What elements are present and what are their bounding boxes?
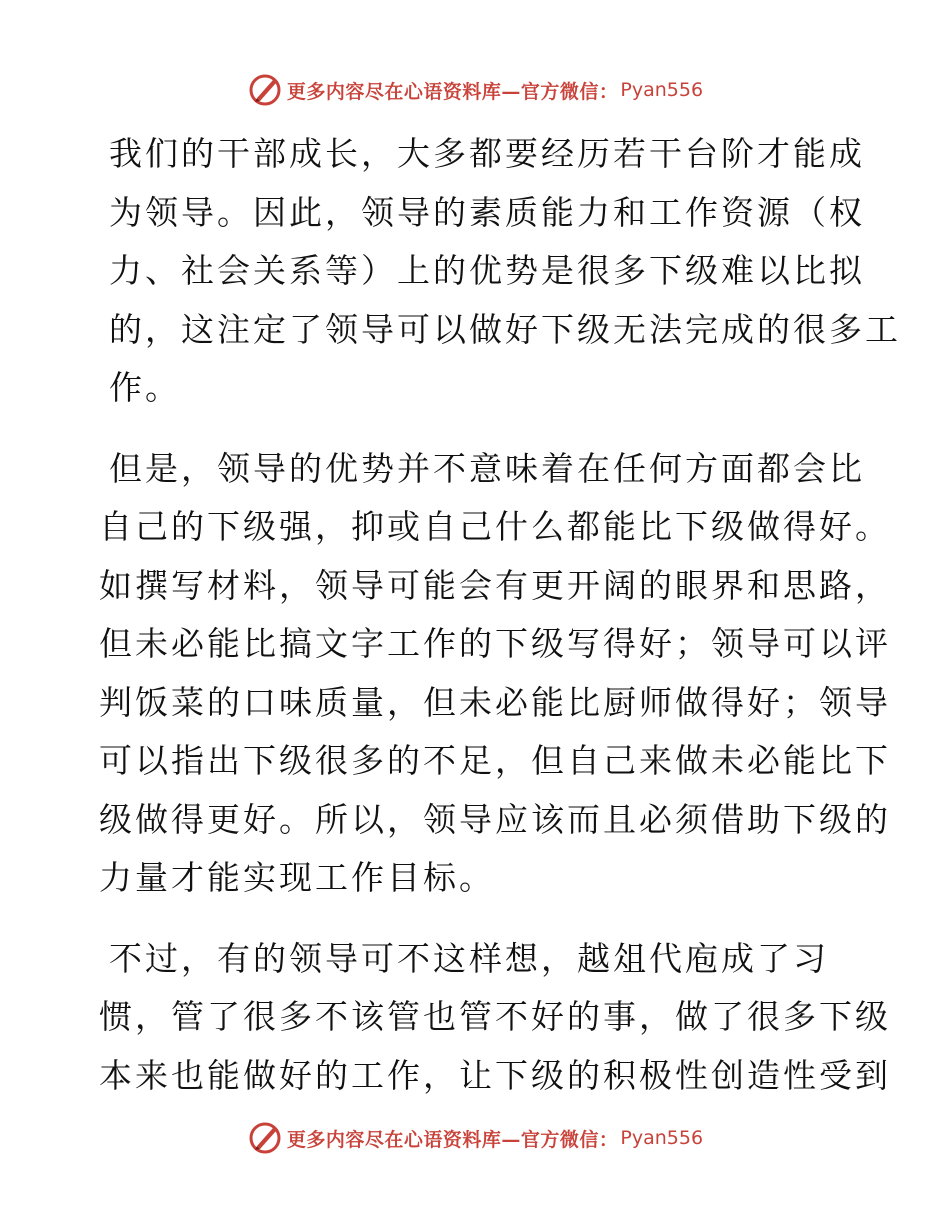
text-line: 为领导。因此，领导的素质能力和工作资源（权	[109, 192, 865, 232]
text-line: 力、社会关系等）上的优势是很多下级难以比拟	[109, 251, 865, 290]
watermark-wechat-id: Pyan556	[620, 79, 704, 101]
text-line: 我们的干部成长，大多都要经历若干台阶才能成	[109, 134, 865, 173]
pen-logo-icon	[247, 72, 283, 108]
text-line: 不过，有的领导可不这样想，越俎代庖成了习	[109, 938, 829, 978]
text-line: 但未必能比搞文字工作的下级写得好；领导可以评	[99, 624, 891, 663]
text-line: 的，这注定了领导可以做好下级无法完成的很多工	[109, 309, 901, 349]
paragraph-2	[99, 440, 891, 908]
header-watermark	[0, 70, 950, 110]
text-line: 但是，领导的优势并不意味着在任何方面都会比	[109, 448, 865, 488]
text-line: 自己的下级强，抑或自己什么都能比下级做得好。	[99, 507, 891, 546]
text-line: 力量才能实现工作目标。	[99, 858, 495, 897]
footer-watermark	[0, 1118, 950, 1158]
text-line: 可以指出下级很多的不足，但自己来做未必能比下	[99, 741, 891, 780]
text-line: 级做得更好。所以，领导应该而且必须借助下级的	[99, 799, 891, 839]
watermark-brand: 更多内容尽在心语资料库—官方微信：	[286, 80, 619, 103]
text-line: 判饭菜的口味质量，但未必能比厨师做得好；领导	[99, 682, 891, 722]
paragraph-3	[99, 930, 891, 1106]
text-line: 本来也能做好的工作，让下级的积极性创造性受到	[99, 1055, 891, 1095]
watermark-brand: 更多内容尽在心语资料库—官方微信：	[286, 1128, 619, 1151]
watermark-wechat-id: Pyan556	[620, 1127, 704, 1149]
document-body	[99, 125, 901, 1127]
text-line: 作。	[109, 368, 181, 407]
pen-logo-icon	[247, 1120, 283, 1156]
text-line: 如撰写材料，领导可能会有更开阔的眼界和思路，	[99, 565, 891, 605]
paragraph-1	[99, 125, 901, 418]
text-line: 惯，管了很多不该管也管不好的事，做了很多下级	[99, 997, 891, 1036]
